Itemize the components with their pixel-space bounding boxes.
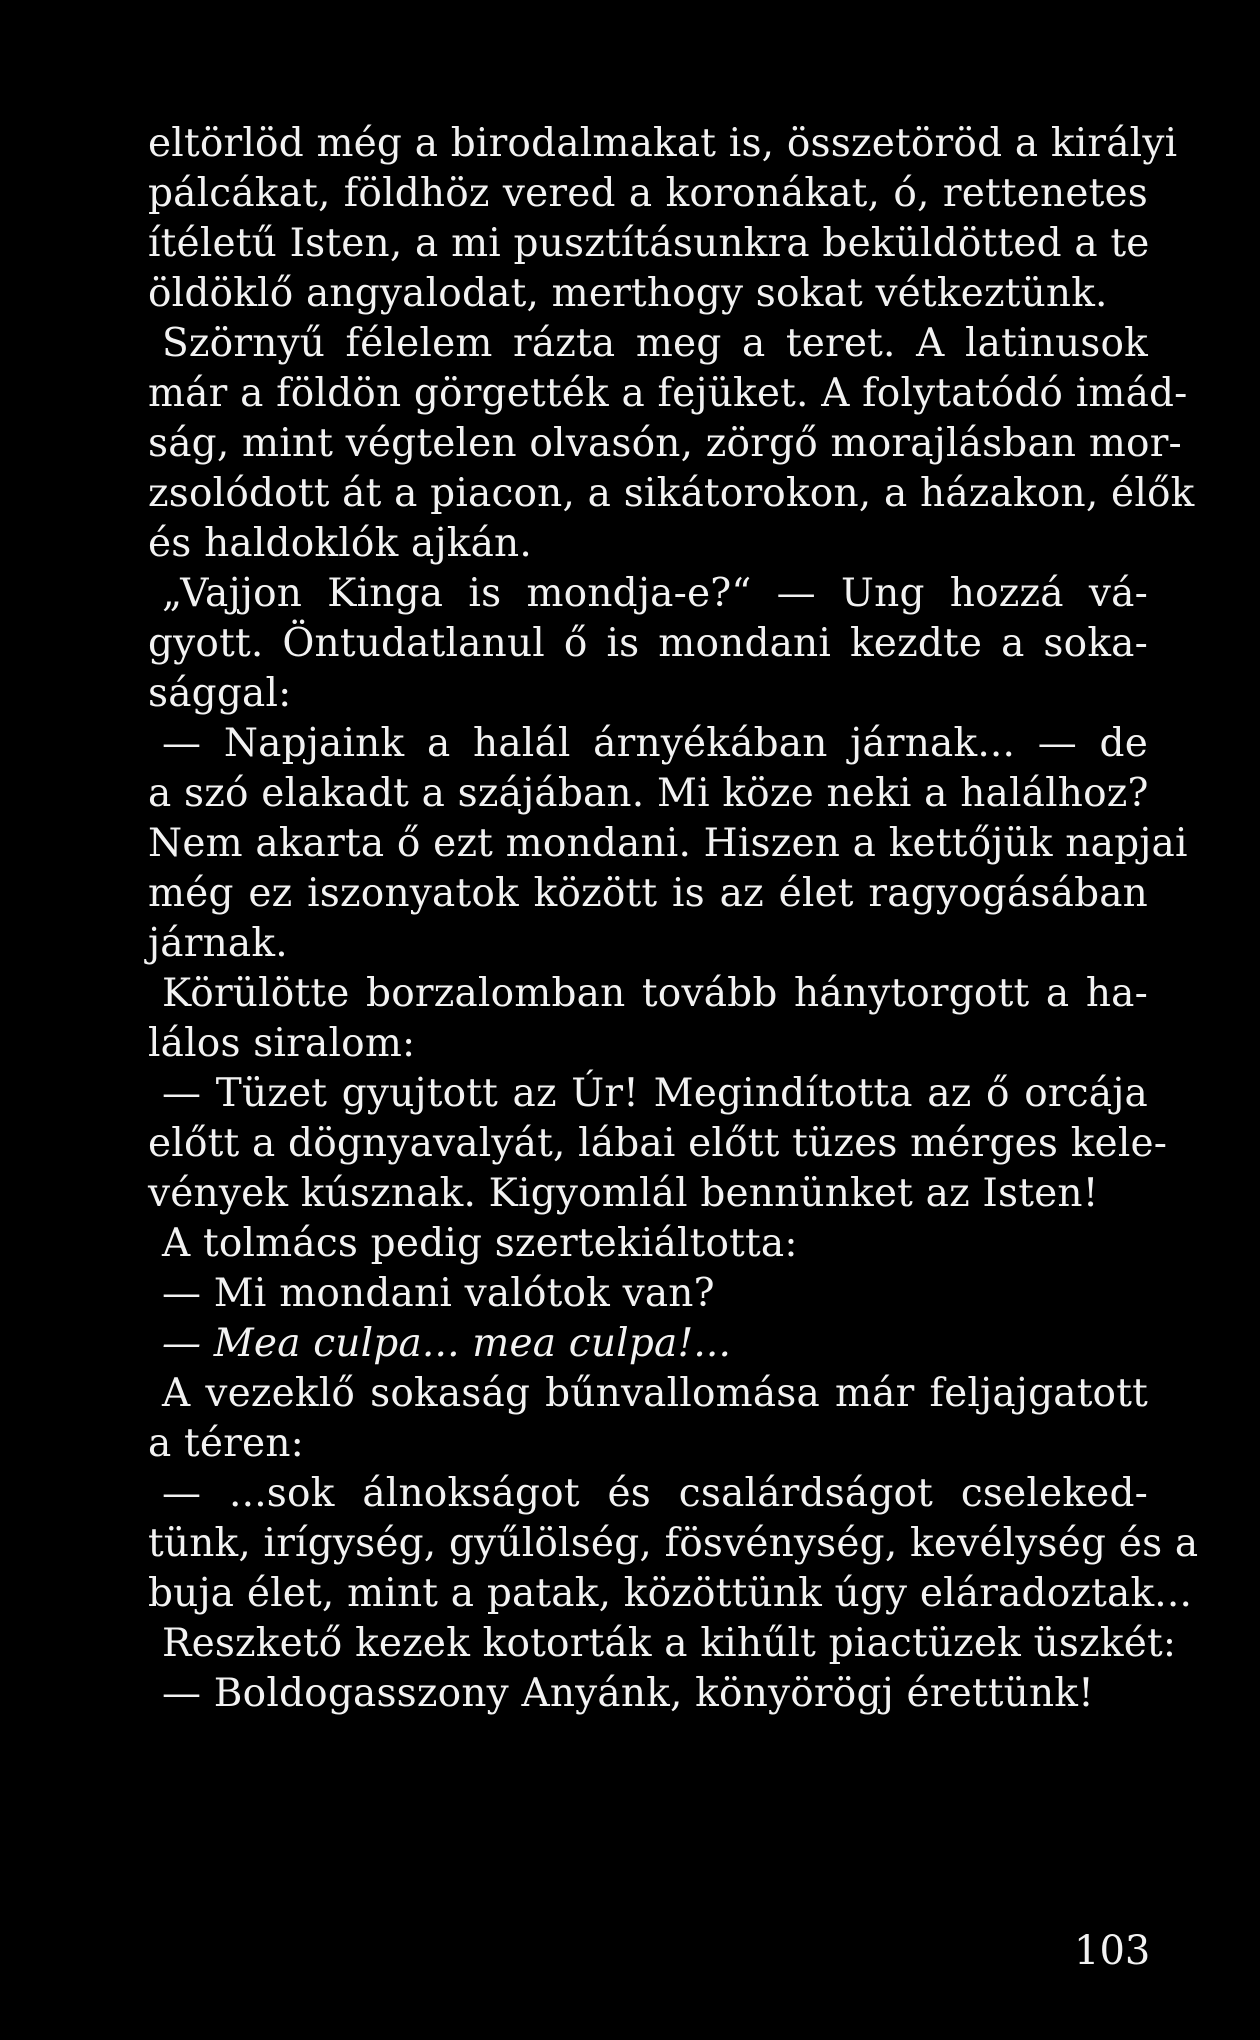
text-line: Szörnyű félelem rázta meg a teret. A latinusok [162,321,1148,366]
text-line: lálos siralom: [148,1021,416,1066]
text-line: ság, mint végtelen olvasón, zörgő morajlásban mor- [148,421,1182,466]
text-line: sággal: [148,671,292,716]
text-line: a téren: [148,1421,304,1466]
page-number: 103 [1074,1928,1151,1974]
text-line: még ez iszonyatok között is az élet ragyogásában [148,871,1148,916]
text-line: — ...sok álnokságot és csalárdságot cseleked- [162,1471,1148,1516]
text-line: Körülötte borzalomban tovább hánytorgott a ha- [162,971,1148,1016]
text-line: „Vajjon Kinga is mondja-e?“ — Ung hozzá vá- [162,571,1148,616]
text-line: a szó elakadt a szájában. Mi köze neki a halálhoz? [148,771,1149,816]
text-line: Reszkető kezek kotorták a kihűlt piactüzek üszkét: [162,1621,1177,1666]
text-line: már a földön görgették a fejüket. A folytatódó imád- [148,371,1188,416]
text-line: — Mea culpa... mea culpa!... [162,1321,732,1366]
text-line: zsolódott át a piacon, a sikátorokon, a házakon, élők [148,471,1195,516]
text-line: A vezeklő sokaság bűnvallomása már feljajgatott [162,1371,1148,1416]
text-line: tünk, irígység, gyűlölség, fösvénység, kevélység és a [148,1521,1199,1566]
text-line: buja élet, mint a patak, közöttünk úgy eláradoztak... [148,1571,1193,1616]
text-line: és haldoklók ajkán. [148,521,532,566]
text-line: pálcákat, földhöz vered a koronákat, ó, rettenetes [148,171,1148,216]
text-line: ítéletű Isten, a mi pusztításunkra beküldötted a te [148,221,1150,266]
text-line: járnak. [148,921,288,966]
text-line: gyott. Öntudatlanul ő is mondani kezdte a soka- [148,621,1148,666]
text-line: — Napjaink a halál árnyékában járnak... — de [162,721,1148,766]
text-line: Nem akarta ő ezt mondani. Hiszen a kettőjük napjai [148,821,1188,866]
text-line: előtt a dögnyavalyát, lábai előtt tüzes mérges kele- [148,1121,1168,1166]
text-line: — Mi mondani valótok van? [162,1271,715,1316]
text-line: A tolmács pedig szertekiáltotta: [162,1221,798,1266]
text-line: vények kúsznak. Kigyomlál bennünket az Isten! [148,1171,1099,1216]
text-line: öldöklő angyalodat, merthogy sokat vétkeztünk. [148,271,1108,316]
text-line: — Tüzet gyujtott az Úr! Megindította az ő orcája [162,1071,1148,1116]
text-line: — Boldogasszony Anyánk, könyörögj érettünk! [162,1671,1094,1716]
text-line: eltörlöd még a birodalmakat is, összetöröd a királyi [148,121,1178,166]
